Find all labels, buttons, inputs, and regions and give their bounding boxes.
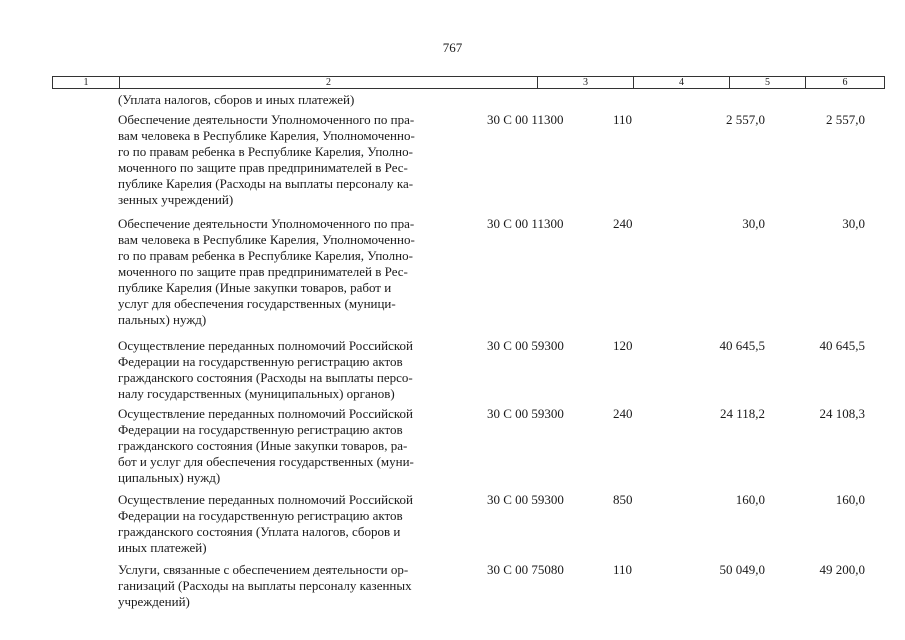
row-type: 240 xyxy=(613,216,633,231)
row-description: Осуществление переданных полномочий Российской Федерации на государственную регистрацию актов гражданского состояния (Уплата налогов, сборов и иных платежей) xyxy=(118,492,413,555)
page-number: 767 xyxy=(442,40,463,55)
column-header-6: 6 xyxy=(805,77,884,88)
row-description: Осуществление переданных полномочий Российской Федерации на государственную регистрацию актов гражданского состояния (Иные закупки товаров, ра- бот и услуг для обеспечения государственных (муни- ципальных) нужд) xyxy=(118,406,414,485)
row-code: 30 С 00 11300 xyxy=(487,112,564,127)
row-value-6: 40 645,5 xyxy=(819,338,865,353)
row-type: 120 xyxy=(613,338,633,353)
row-value-6: 30,0 xyxy=(842,216,865,231)
column-header-1: 1 xyxy=(83,77,89,88)
row-value-5: 2 557,0 xyxy=(726,112,765,127)
row-type: 240 xyxy=(613,406,633,421)
column-header-4: 4 xyxy=(633,77,729,88)
continuation-text: (Уплата налогов, сборов и иных платежей) xyxy=(118,92,355,107)
column-header-row xyxy=(52,76,885,89)
row-description: Обеспечение деятельности Уполномоченного по пра- вам человека в Республике Карелия, Уполномоченно- го по правам ребенка в Республике Карелия, Уполно- моченного по защите прав предпринимателей в Рес- публике Карелия (Иные закупки товаров, работ и услуг для обеспечения государственных (муници- пальных) нужд) xyxy=(118,216,415,327)
row-value-5: 30,0 xyxy=(742,216,765,231)
row-type: 110 xyxy=(613,562,633,577)
column-header-2: 2 xyxy=(119,77,537,88)
row-code: 30 С 00 75080 xyxy=(487,562,564,577)
column-header-3: 3 xyxy=(537,77,633,88)
row-value-6: 24 108,3 xyxy=(819,406,865,421)
row-value-6: 160,0 xyxy=(835,492,865,507)
row-description: Услуги, связанные с обеспечением деятельности ор- ганизаций (Расходы на выплаты персоналу казенных учреждений) xyxy=(118,562,412,609)
column-header-5: 5 xyxy=(729,77,805,88)
row-value-5: 40 645,5 xyxy=(719,338,765,353)
row-code: 30 С 00 59300 xyxy=(487,492,564,507)
row-type: 850 xyxy=(613,492,633,507)
row-value-6: 49 200,0 xyxy=(819,562,865,577)
row-code: 30 С 00 11300 xyxy=(487,216,564,231)
row-description: Осуществление переданных полномочий Российской Федерации на государственную регистрацию актов гражданского состояния (Расходы на выплаты персо- налу государственных (муниципальных) органов) xyxy=(118,338,413,401)
row-code: 30 С 00 59300 xyxy=(487,406,564,421)
row-code: 30 С 00 59300 xyxy=(487,338,564,353)
row-description: Обеспечение деятельности Уполномоченного по пра- вам человека в Республике Карелия, Уполномоченно- го по правам ребенка в Республике Карелия, Уполно- моченного по защите прав предпринимателей в Рес- публике Карелия (Расходы на выплаты персоналу ка- зенных учреждений) xyxy=(118,112,415,207)
row-value-5: 24 118,2 xyxy=(719,406,765,421)
row-value-5: 50 049,0 xyxy=(719,562,765,577)
row-value-5: 160,0 xyxy=(735,492,765,507)
row-type: 110 xyxy=(613,112,633,127)
row-value-6: 2 557,0 xyxy=(826,112,865,127)
